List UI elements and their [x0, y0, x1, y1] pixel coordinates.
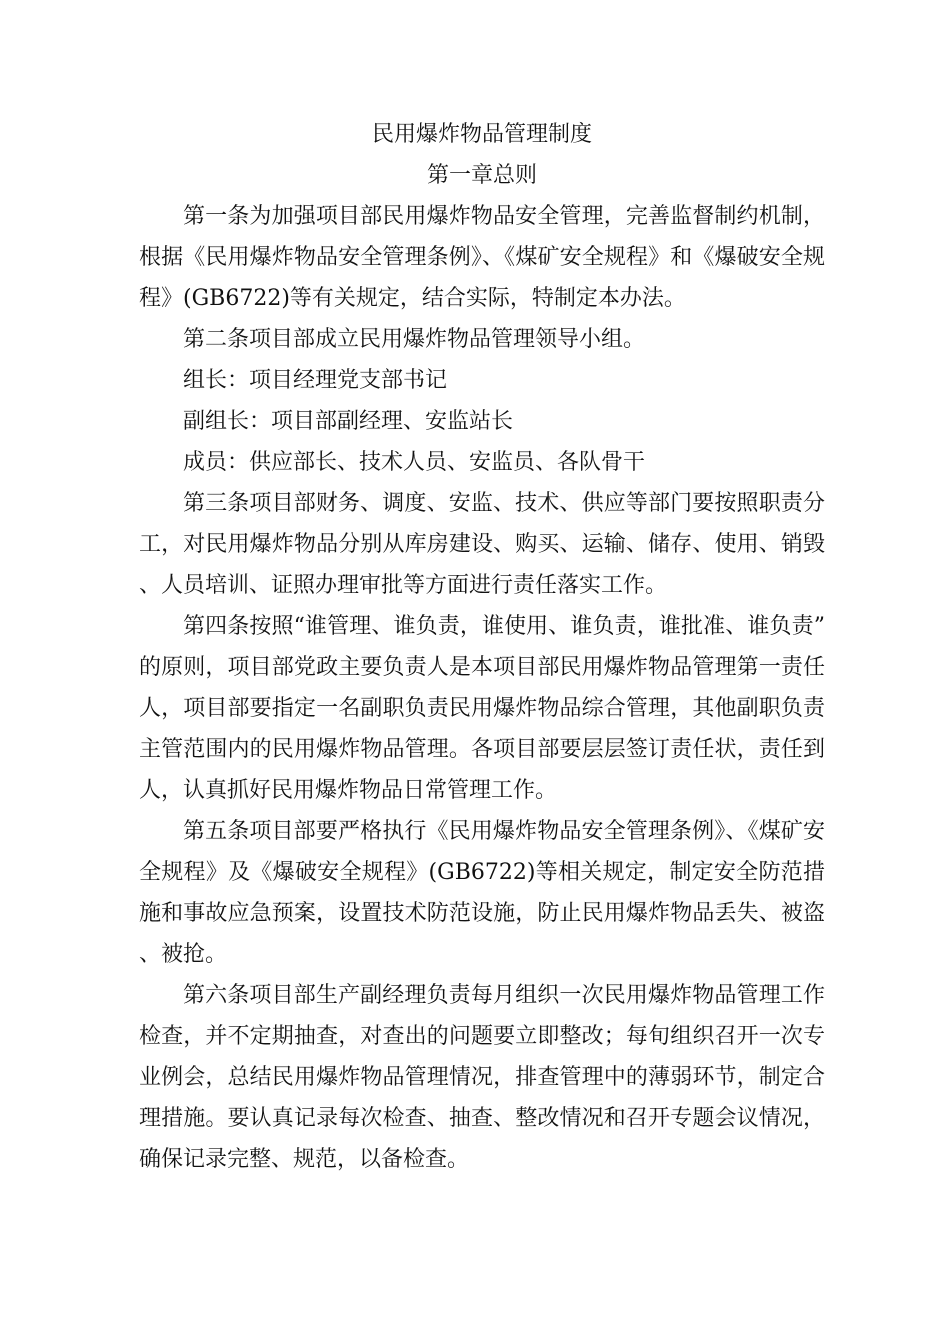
article-3-paragraph: 第三条项目部财务、调度、安监、技术、供应等部门要按照职责分工，对民用爆炸物品分别从库房建设、购买、运输、储存、使用、销毁、人员培训、证照办理审批等方面进行责任落实工作。	[139, 491, 825, 598]
article-2-paragraph: 第二条项目部成立民用爆炸物品管理领导小组。	[183, 327, 646, 352]
article-6-paragraph: 第六条项目部生产副经理负责每月组织一次民用爆炸物品管理工作检查，并不定期抽查，对查出的问题要立即整改；每旬组织召开一次专业例会，总结民用爆炸物品管理情况，排查管理中的薄弱环节，制定合理措施。要认真记录每次检查、抽查、整改情况和召开专题会议情况，确保记录完整、规范，以备检查。	[139, 983, 825, 1172]
document-body	[139, 114, 825, 1180]
document-title: 民用爆炸物品管理制度	[371, 122, 592, 147]
article-5-paragraph: 第五条项目部要严格执行《民用爆炸物品安全管理条例》、《煤矿安全规程》及《爆破安全规程》(GB6722)等相关规定，制定安全防范措施和事故应急预案，设置技术防范设施，防止民用爆炸物品丢失、被盗、被抢。	[139, 819, 825, 967]
members-line: 成员：供应部长、技术人员、安监员、各队骨干	[183, 450, 646, 475]
deputy-leader-line: 副组长：项目部副经理、安监站长	[183, 409, 514, 434]
chapter-heading: 第一章总则	[426, 163, 537, 188]
leader-line: 组长：项目经理党支部书记	[183, 368, 448, 393]
article-1-paragraph: 第一条为加强项目部民用爆炸物品安全管理，完善监督制约机制，根据《民用爆炸物品安全管理条例》、《煤矿安全规程》和《爆破安全规程》(GB6722)等有关规定，结合实际，特制定本办法。	[139, 204, 825, 311]
article-4-paragraph: 第四条按照“谁管理、谁负责，谁使用、谁负责，谁批准、谁负责”的原则，项目部党政主要负责人是本项目部民用爆炸物品管理第一责任人，项目部要指定一名副职负责民用爆炸物品综合管理，其他副职负责主管范围内的民用爆炸物品管理。各项目部要层层签订责任状，责任到人，认真抓好民用爆炸物品日常管理工作。	[139, 614, 825, 803]
